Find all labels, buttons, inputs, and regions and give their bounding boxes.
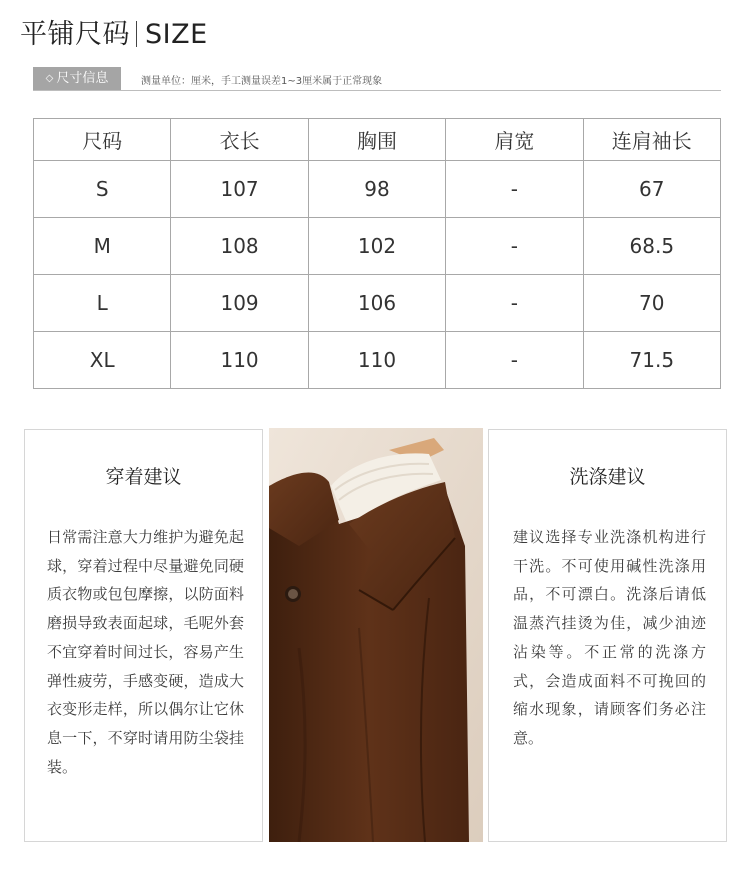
table-cell: 106 <box>308 275 445 332</box>
table-cell: 108 <box>171 218 308 275</box>
table-cell: 107 <box>171 161 308 218</box>
table-row <box>34 332 721 389</box>
column-header-bust: 胸围 <box>308 119 445 161</box>
table-cell: S <box>34 161 171 218</box>
wear-advice-body: 日常需注意大力维护为避免起球，穿着过程中尽量避免同硬质衣物或包包摩擦，以防面料磨损导致表面起球，毛呢外套不宜穿着时间过长，容易产生弹性疲劳，手感变硬，造成大衣变形走样，所以偶尔让它休息一下，不穿时请用防尘袋挂装。 <box>47 528 244 776</box>
title-cn: 平铺尺码 <box>20 19 130 50</box>
table-cell: 102 <box>308 218 445 275</box>
table-cell: XL <box>34 332 171 389</box>
table-cell: 70 <box>583 275 720 332</box>
column-header-size: 尺码 <box>34 119 171 161</box>
table-cell: - <box>446 275 583 332</box>
table-row <box>34 218 721 275</box>
table-cell: 68.5 <box>583 218 720 275</box>
table-cell: M <box>34 218 171 275</box>
wear-advice-title: 穿着建议 <box>105 466 182 488</box>
wash-advice-body: 建议选择专业洗涤机构进行干洗。不可使用碱性洗涤用品，不可漂白。洗涤后请低温蒸汽挂烫为佳，减少油迹沾染等。不正常的洗涤方式，会造成面料不可挽回的缩水现象，请顾客们务必注意。 <box>513 528 706 747</box>
table-cell: 110 <box>171 332 308 389</box>
column-header-length: 衣长 <box>171 119 308 161</box>
size-table-header-row <box>34 119 721 161</box>
diamond-icon: ◇ <box>45 73 54 84</box>
table-row <box>34 275 721 332</box>
wear-advice-card <box>24 429 263 842</box>
table-cell: - <box>446 218 583 275</box>
wash-advice-title: 洗涤建议 <box>569 466 646 488</box>
column-header-shoulder: 肩宽 <box>446 119 583 161</box>
table-cell: L <box>34 275 171 332</box>
column-header-sleeve: 连肩袖长 <box>583 119 720 161</box>
subhead-divider <box>33 90 721 91</box>
table-cell: - <box>446 332 583 389</box>
table-cell: 67 <box>583 161 720 218</box>
page-title <box>20 12 208 51</box>
coat-photo <box>269 428 483 842</box>
wash-advice-card <box>488 429 727 842</box>
table-cell: 98 <box>308 161 445 218</box>
table-cell: 109 <box>171 275 308 332</box>
measurement-note: 测量单位：厘米，手工测量误差1~3厘米属于正常现象 <box>141 76 383 87</box>
size-info-tag-label: 尺寸信息 <box>56 71 109 86</box>
title-separator <box>136 21 137 47</box>
table-row <box>34 161 721 218</box>
size-info-tag <box>33 67 121 90</box>
table-cell: - <box>446 161 583 218</box>
title-en: SIZE <box>145 19 208 50</box>
table-cell: 71.5 <box>583 332 720 389</box>
table-cell: 110 <box>308 332 445 389</box>
size-table <box>33 118 721 389</box>
